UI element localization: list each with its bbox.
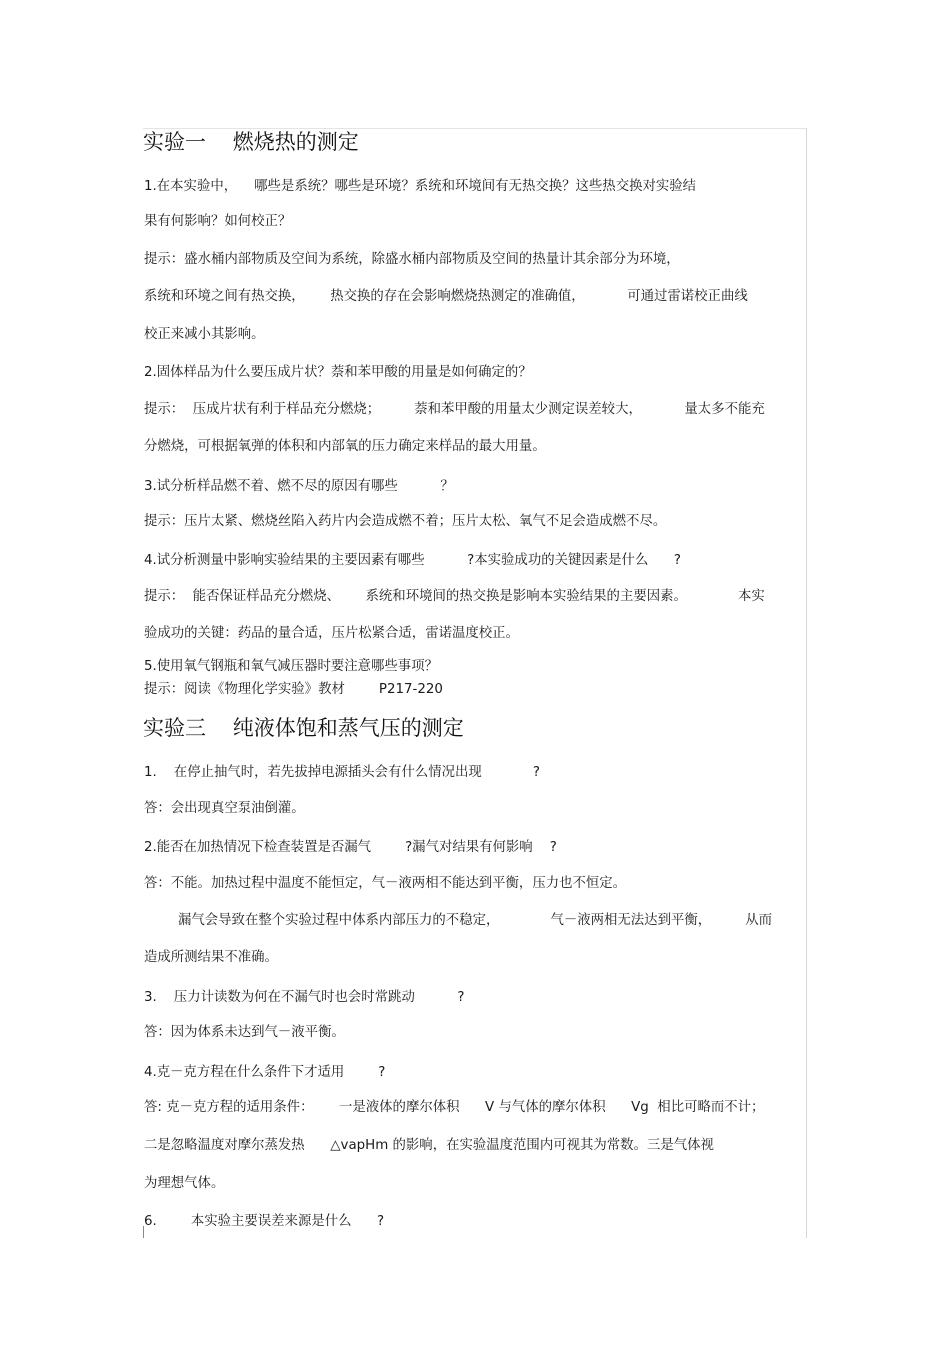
answer-line: 为理想气体。: [144, 1176, 225, 1191]
question-line: 2.固体样品为什么要压成片状？萘和苯甲酸的用量是如何确定的？: [144, 365, 532, 380]
question-line: 3. 压力计读数为何在不漏气时也会时常跳动 ?: [144, 990, 465, 1005]
answer-line: 答：会出现真空泵油倒灌。: [144, 801, 305, 816]
hint-line: 系统和环境之间有热交换， 热交换的存在会影响燃烧热测定的准确值， 可通过雷诺校正曲线: [144, 289, 748, 304]
answer-line: 答：不能。加热过程中温度不能恒定，气－液两相不能达到平衡，压力也不恒定。: [144, 876, 627, 891]
answer-line: 答: 克－克方程的适用条件： 一是液体的摩尔体积 V 与气体的摩尔体积 Vg 相比可略而不计；: [144, 1100, 765, 1115]
section-heading: 实验三 纯液体饱和蒸气压的测定: [143, 716, 464, 740]
hint-line: 提示：阅读《物理化学实验》教材 P217-220: [144, 682, 443, 697]
page-border-top: [143, 128, 807, 129]
question-line: 1.在本实验中， 哪些是系统？哪些是环境？系统和环境间有无热交换？这些热交换对实验结: [144, 179, 697, 194]
hint-line: 分燃烧，可根据氧弹的体积和内部氧的压力确定来样品的最大用量。: [144, 439, 546, 454]
answer-line: 漏气会导致在整个实验过程中体系内部压力的不稳定， 气－液两相无法达到平衡， 从而: [178, 913, 772, 928]
hint-line: 提示： 能否保证样品充分燃烧、 系统和环境间的热交换是影响本实验结果的主要因素。 本实: [144, 589, 765, 604]
page-border-right: [806, 128, 807, 1238]
question-line: 果有何影响？如何校正？: [144, 214, 292, 229]
hint-line: 验成功的关键：药品的量合适，压片松紧合适，雷诺温度校正。: [144, 626, 519, 641]
hint-line: 校正来减小其影响。: [144, 327, 265, 342]
hint-line: 提示：盛水桶内部物质及空间为系统，除盛水桶内部物质及空间的热量计其余部分为环境，: [144, 252, 680, 267]
section-heading: 实验一 燃烧热的测定: [143, 130, 359, 154]
question-line: 6. 本实验主要误差来源是什么 ?: [144, 1214, 385, 1229]
question-line: 3.试分析样品燃不着、燃不尽的原因有哪些 ？: [144, 479, 454, 494]
answer-line: 二是忽略温度对摩尔蒸发热 △vapHm 的影响，在实验温度范围内可视其为常数。三是气体视: [144, 1138, 714, 1153]
hint-line: 提示：压片太紧、燃烧丝陷入药片内会造成燃不着；压片太松、氧气不足会造成燃不尽。: [144, 514, 667, 529]
question-line: 1. 在停止抽气时，若先拔掉电源插头会有什么情况出现 ?: [144, 765, 540, 780]
answer-line: 答：因为体系未达到气－液平衡。: [144, 1025, 345, 1040]
hint-line: 提示： 压成片状有利于样品充分燃烧； 萘和苯甲酸的用量太少测定误差较大， 量太多不能充: [144, 402, 765, 417]
question-line: 5.使用氧气钢瓶和氧气减压器时要注意哪些事项？: [144, 659, 438, 674]
question-line: 4.克－克方程在什么条件下才适用 ?: [144, 1065, 386, 1080]
question-line: 2.能否在加热情况下检查装置是否漏气 ?漏气对结果有何影响 ?: [144, 840, 557, 855]
answer-line: 造成所测结果不准确。: [144, 950, 278, 965]
question-line: 4.试分析测量中影响实验结果的主要因素有哪些 ?本实验成功的关键因素是什么 ?: [144, 553, 681, 568]
